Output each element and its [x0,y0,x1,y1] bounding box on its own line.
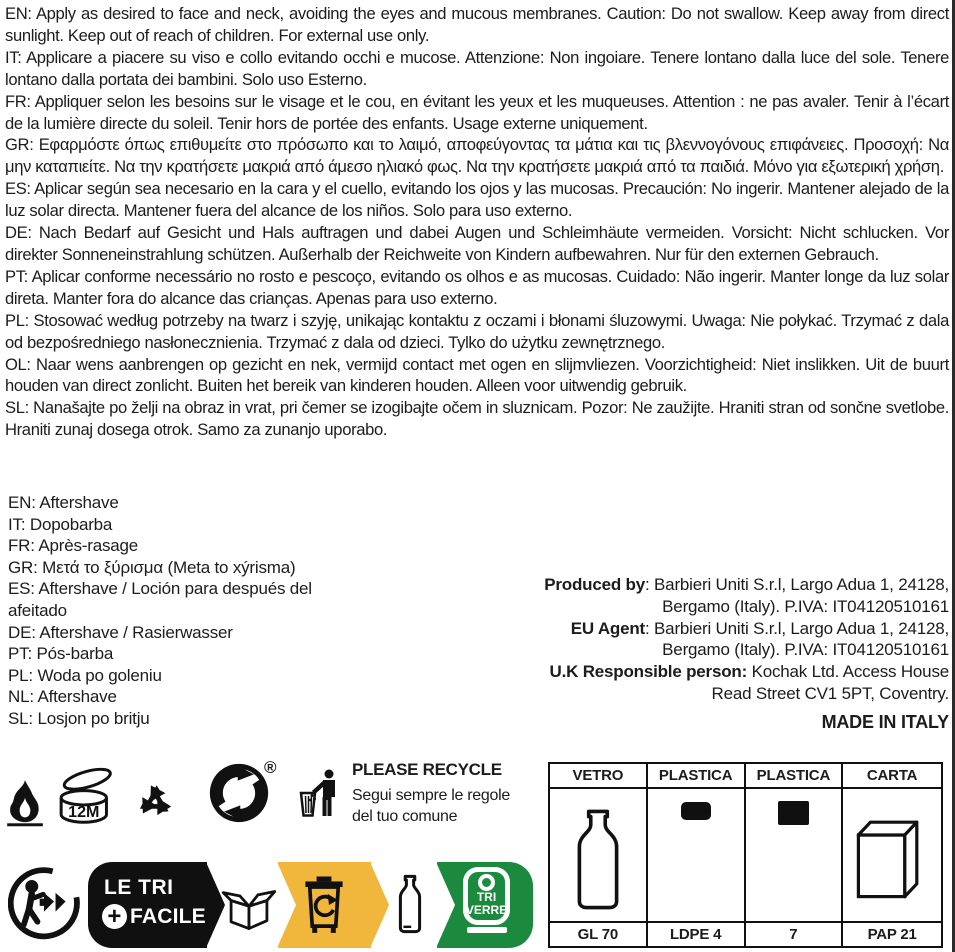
product-name: GR: Μετά το ξύρισμα (Meta to xýrisma) [8,557,296,577]
bottle-icon [392,868,428,940]
facile-label: FACILE [130,904,206,928]
eu-agent-label: EU Agent [570,618,645,638]
product-name: DE: Aftershave / Rasierwasser [8,622,233,642]
table-cell-cap [648,789,746,921]
recycling-table [548,762,943,948]
uk-responsible-label: U.K Responsible person: [549,662,748,682]
mobius-recycle-icon [126,767,184,825]
table-code-gl70: GL 70 [550,921,648,946]
producer-label: Produced by [544,575,645,594]
warning-pt: PT: Aplicar conforme necessário no rosto e pescoço, evitando os olhos e as mucosas. Cuidado: Não ingerir. Manter longe da luz solar direta. Manter fora do alcance das crianças. Apenas para uso externo. [5,266,949,308]
warning-it: IT: Applicare a piacere su viso e collo evitando occhi e mucose. Attenzione: Non ingoiare. Tenere lontano dalla luce del sole. Tenere lontano dalla portata dei bambini. Solo uso Esterno. [5,47,949,89]
producer-text: Bergamo (Italy). P.IVA: IT04120510161 [662,596,949,616]
producer-text: Kochak Ltd. Access House [747,662,949,682]
table-code-ldpe4: LDPE 4 [648,921,746,946]
tri-verre-label: TRI [476,890,497,904]
plastic-square-icon [778,801,809,825]
producer-line [449,574,949,596]
table-cell-square [746,789,844,921]
producer-block [449,574,949,705]
warning-de: DE: Nach Bedarf auf Gesicht und Hals auftragen und dabei Augen und Schleimhäute vermeiden. Vorsicht: Nicht schlucken. Vor direkter Sonneneinstrahlung schützen. Außerhalb der Reichweite von Kindern aufbewahren. Nur für den externen Gebrauch. [5,223,949,264]
made-in-italy-text: MADE IN ITALY [821,712,949,732]
table-header-vetro: VETRO [550,764,648,789]
pao-12m-icon [54,765,116,827]
triman-icon [8,861,80,945]
recycle-note-title: PLEASE RECYCLE [352,760,502,779]
tidyman-icon [297,760,347,828]
warnings-block [5,3,949,441]
table-header-carta: CARTA [843,764,941,789]
producer-text: : Barbieri Uniti S.r.l, Largo Adua 1, 24128, [645,618,949,638]
tri-verre-base [467,927,507,933]
warning-gr: GR: Εφαρμόστε όπως επιθυμείτε στο πρόσωπο και το λαιμό, αποφεύγοντας τα μάτια και τις βλεννογόνους επιφάνειες. Προσοχή: Να μην καταπιείτε. Να την κρατήσετε μακριά από άμεσο ηλιακό φως. Να την κρατήσετε μακριά από τα παιδιά. Μόνο για εξωτερική χρήση. [5,135,949,177]
producer-line [449,661,949,683]
product-name: SL: Losjon po britju [8,708,150,728]
le-tri-facile-strip [88,862,533,948]
table-header-plastica-1: PLASTICA [648,764,746,789]
le-tri-label: LE TRI [104,876,174,899]
producer-line [449,639,949,661]
producer-text: Bergamo (Italy). P.IVA: IT04120510161 [662,640,949,660]
tri-verre-logo [459,867,514,943]
producer-line [449,596,949,618]
producer-text: Read Street CV1 5PT, Coventry. [711,683,949,703]
table-cell-glass [550,789,648,921]
warning-sl: SL: Nanašajte po želji na obraz in vrat, pri čemer se izogibajte očem in sluznicam. Pozor: Ne zaužijte. Hraniti stran od sončne svetlobe. Hraniti zunaj dosega otrok. Samo za zunanjo uporabo. [5,398,949,440]
open-box-icon [221,871,277,939]
green-dot-icon [208,762,270,824]
glass-bottle-icon [567,799,629,921]
pao-label: 12M [68,802,100,821]
tri-verre-o-icon [478,874,495,891]
le-tri-facile-text [102,876,206,929]
producer-text: : Barbieri Uniti S.r.l, Largo Adua 1, 24128, [645,575,949,594]
producer-line [449,683,949,705]
tri-verre-jar-outline [463,867,510,925]
warning-fr: FR: Appliquer selon les besoins sur le visage et le cou, en évitant les yeux et les muqueuses. Attention : ne pas avaler. Tenir à l’écart de la lumière directe du soleil. Tenir hors de portée des enfants. Usage externe uniquement. [5,91,949,133]
warning-es: ES: Aplicar según sea necesario en la cara y el cuello, evitando los ojos y las mucosas. Precaución: No ingerir. Mantener alejado de la luz solar directa. Mantener fuera del alcance de los niños. Solo para uso externo. [5,179,949,221]
wheelie-bin-icon [293,869,355,941]
product-name: ES: Aftershave / Loción para después del afeitado [8,579,312,620]
table-cell-carton [843,789,941,921]
table-code-7: 7 [746,921,844,946]
warning-en: EN: Apply as desired to face and neck, avoiding the eyes and mucous membranes. Caution: Do not swallow. Keep away from direct sunlight. Keep out of reach of children. For external use only. [5,4,949,45]
recycle-note-line: del tuo comune [352,808,458,825]
product-name: FR: Après-rasage [8,536,139,556]
warning-ol: OL: Naar wens aanbrengen op gezicht en nek, vermijd contact met ogen en slijmvliezen. Voorzichtigheid: Niet inslikken. Uit de buurt houden van direct zonlicht. Buiten het bereik van kinderen houden. Alleen voor uitwendig gebruik. [5,354,949,396]
registered-trademark-icon: ® [264,758,277,777]
table-header-plastica-2: PLASTICA [746,764,844,789]
strip-yellow-chevron [370,862,389,948]
producer-line [449,618,949,640]
flammable-icon [6,771,44,834]
recycle-note-line: Segui sempre le regole [352,787,510,804]
product-name: IT: Dopobarba [8,514,113,534]
plastic-cap-icon [681,802,711,820]
plus-icon: + [102,904,127,929]
product-names-list [8,492,330,730]
table-code-pap21: PAP 21 [843,921,941,946]
warning-pl: PL: Stosować według potrzeby na twarz i szyję, unikając kontaktu z oczami i błonami śluzowymi. Uwaga: Nie połykać. Trzymać z dala od bezpośredniego nasłonecznienia. Trzymać z dala od dzieci. Tylko do użytku zewnętrznego. [5,310,949,352]
product-name: PT: Pós-barba [8,644,114,664]
carton-box-icon [852,799,932,919]
product-name: NL: Aftershave [8,687,117,707]
tri-verre-label: VERRE [465,903,508,917]
recycle-note [352,760,510,827]
product-name: PL: Woda po goleniu [8,665,162,685]
product-name: EN: Aftershave [8,493,119,512]
